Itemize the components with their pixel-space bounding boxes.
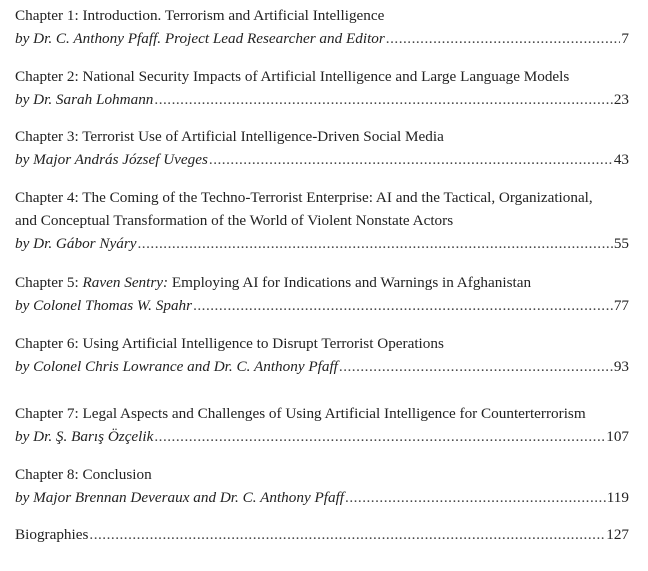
chapter-title-text: Chapter 8: Conclusion [15, 466, 152, 483]
chapter-author: by Dr. Gábor Nyáry [15, 235, 137, 252]
chapter-title-text: Chapter 3: Terrorist Use of Artificial Intelligence-Driven Social Media [15, 128, 444, 145]
chapter-author: by Major András József Uveges [15, 151, 208, 168]
toc-entry-chapter-4[interactable] [15, 186, 629, 255]
chapter-author: by Colonel Chris Lowrance and Dr. C. Anthony Pfaff [15, 358, 338, 375]
chapter-title [15, 4, 629, 27]
chapter-title-italic: Raven Sentry: [82, 274, 169, 291]
toc-entry-biographies[interactable] [15, 523, 629, 546]
chapter-title-line-2 [15, 209, 629, 232]
toc-entry-chapter-8[interactable] [15, 463, 629, 509]
chapter-title [15, 463, 629, 486]
page-number: 93 [613, 358, 629, 375]
author-line [15, 148, 629, 171]
dot-leader [339, 355, 613, 378]
page-number: 23 [613, 91, 629, 108]
dot-leader [154, 88, 612, 111]
dot-leader [89, 523, 605, 546]
chapter-title-text: Chapter 6: Using Artificial Intelligence to Disrupt Terrorist Operations [15, 335, 444, 352]
page-number: 107 [606, 428, 629, 445]
author-line [15, 425, 629, 448]
chapter-title-text: Chapter 1: Introduction. Terrorism and Artificial Intelligence [15, 7, 385, 24]
toc-entry-chapter-2[interactable] [15, 65, 629, 111]
dot-leader [138, 232, 613, 255]
page-number: 77 [613, 297, 629, 314]
page-number: 127 [606, 526, 629, 543]
chapter-title [15, 65, 629, 88]
page-number: 7 [621, 30, 629, 47]
toc-entry-chapter-6[interactable] [15, 332, 629, 378]
chapter-title-text: Chapter 2: National Security Impacts of Artificial Intelligence and Large Language Models [15, 68, 570, 85]
author-line [15, 27, 629, 50]
chapter-author: by Dr. C. Anthony Pfaff. Project Lead Researcher and Editor [15, 30, 385, 47]
biographies-label: Biographies [15, 526, 89, 543]
dot-leader [193, 294, 613, 317]
chapter-title-text: Chapter 7: Legal Aspects and Challenges of Using Artificial Intelligence for Counterterrorism [15, 405, 586, 422]
chapter-title-text: and Conceptual Transformation of the World of Violent Nonstate Actors [15, 212, 454, 229]
chapter-author: by Major Brennan Deveraux and Dr. C. Anthony Pfaff [15, 489, 345, 506]
biographies-line [15, 523, 629, 546]
toc-entry-chapter-5[interactable] [15, 271, 629, 317]
author-line [15, 355, 629, 378]
page-number: 43 [613, 151, 629, 168]
dot-leader [386, 27, 621, 50]
toc-entry-chapter-3[interactable] [15, 125, 629, 171]
dot-leader [345, 486, 606, 509]
chapter-title-suffix: Employing AI for Indications and Warnings in Afghanistan [168, 274, 532, 291]
chapter-title [15, 271, 629, 294]
dot-leader [154, 425, 605, 448]
toc-entry-chapter-7[interactable] [15, 402, 629, 448]
chapter-title-prefix: Chapter 5: [15, 274, 83, 291]
chapter-title [15, 332, 629, 355]
chapter-title [15, 402, 629, 425]
toc-entry-chapter-1[interactable] [15, 4, 629, 50]
page-number: 55 [613, 235, 629, 252]
chapter-title-line-1 [15, 186, 629, 209]
dot-leader [209, 148, 613, 171]
page-number: 119 [606, 489, 629, 506]
chapter-author: by Dr. Sarah Lohmann [15, 91, 154, 108]
chapter-title-text: Chapter 4: The Coming of the Techno-Terrorist Enterprise: AI and the Tactical, Organizational, [15, 189, 593, 206]
chapter-title [15, 125, 629, 148]
chapter-author: by Dr. Ş. Barış Özçelik [15, 428, 154, 445]
author-line [15, 294, 629, 317]
chapter-author: by Colonel Thomas W. Spahr [15, 297, 193, 314]
author-line [15, 88, 629, 111]
author-line [15, 232, 629, 255]
author-line [15, 486, 629, 509]
